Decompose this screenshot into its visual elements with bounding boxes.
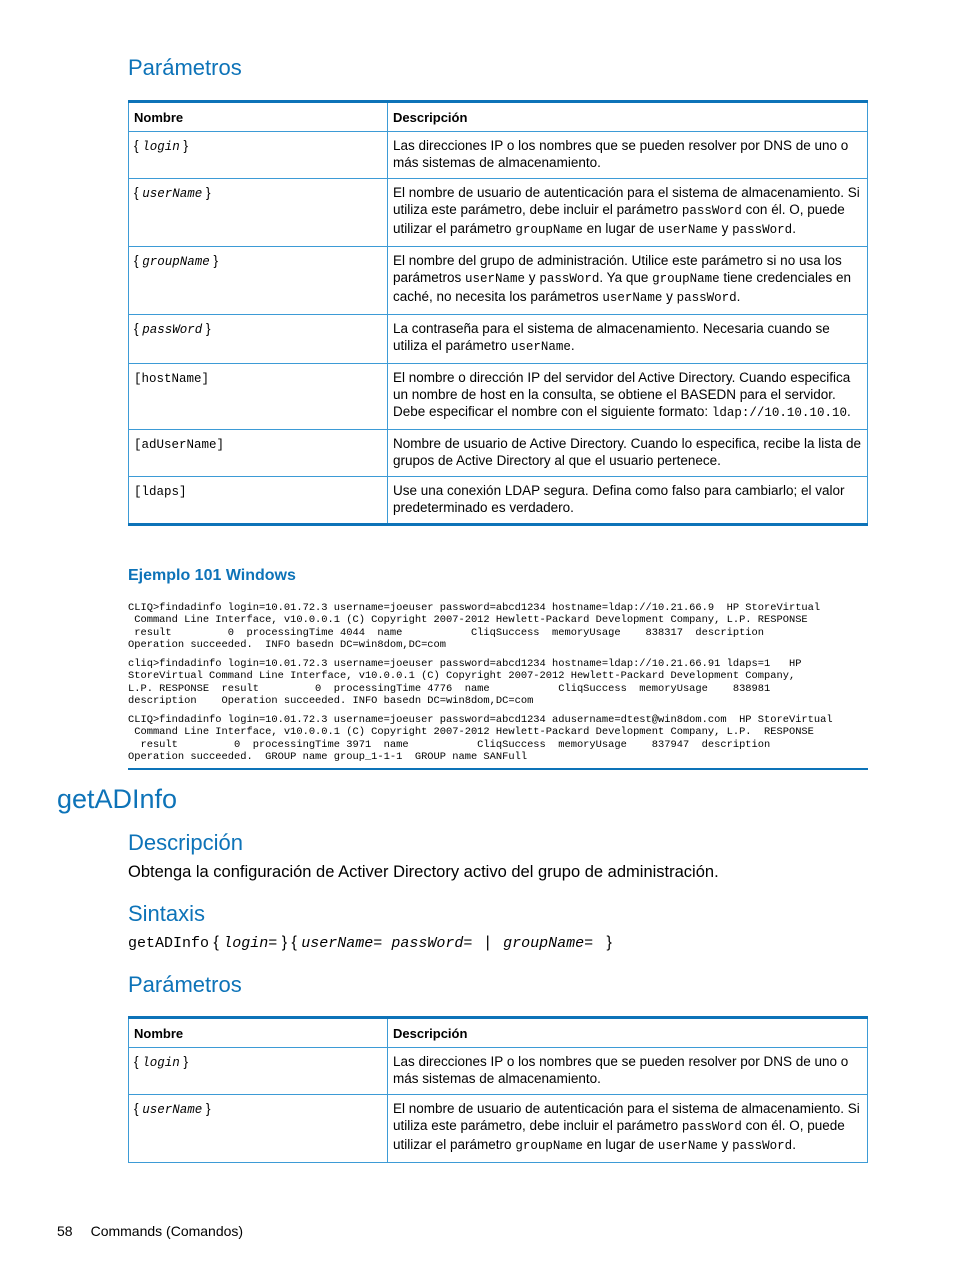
code-example-3: CLIQ>findadinfo login=10.01.72.3 username=joeuser password=abcd1234 adusername=dtest@win8dom.com HP StoreVirtual Command Line Interface, v10.0.0.1 (C) Copyright 2007-2012 Hewlett-Packard Development Company, L.P. RESPONSE result 0 processingTime 3971 name CliqSuccess memoryUsage 837947 description Operation succeeded. GROUP name group_1-1-1 GROUP name SANFull [128,714,833,763]
table-row [129,247,868,315]
table-row [129,132,868,179]
descripcion-heading: Descripción [128,830,243,855]
table-row [129,364,868,430]
param-name-cell: { groupName } [129,247,388,315]
param-name-cell: [hostName] [129,364,388,430]
param-name-cell: [adUserName] [129,430,388,477]
param-description-cell: El nombre o dirección IP del servidor del Active Directory. Cuando especifica un nombre de host en la consulta, se obtiene el BASEDN para el servidor. Debe especificar el nombre con el siguiente formato: ldap://10.10.10.10. [388,364,868,430]
table-row [129,1095,868,1163]
column-header-name: Nombre [129,1018,388,1048]
code-example-1: CLIQ>findadinfo login=10.01.72.3 username=joeuser password=abcd1234 hostname=ldap://10.21.66.9 HP StoreVirtual Command Line Interface, v10.0.0.1 (C) Copyright 2007-2012 Hewlett-Packard Development Company, L.P. RESPONSE result 0 processingTime 4044 name CliqSuccess memoryUsage 838317 description Operation succeeded. INFO basedn DC=win8dom,DC=com [128,602,821,651]
table-row [129,477,868,525]
page-footer [57,1223,261,1239]
parametros-heading: Parámetros [128,55,242,80]
parameters-table [128,100,868,526]
description-text: Obtenga la configuración de Activer Directory activo del grupo de administración. [128,863,719,881]
command-title: getADInfo [57,784,178,814]
param-name-cell: [ldaps] [129,477,388,525]
parameters-table-2 [128,1016,868,1163]
param-description-cell: Las direcciones IP o los nombres que se pueden resolver por DNS de uno o más sistemas de almacenamiento. [388,1048,868,1095]
param-name-cell: { userName } [129,179,388,247]
table-header-row [129,102,868,132]
param-description-cell: La contraseña para el sistema de almacenamiento. Necesaria cuando se utiliza el parámetro userName. [388,315,868,364]
param-description-cell: El nombre de usuario de autenticación para el sistema de almacenamiento. Si utiliza este parámetro, debe incluir el parámetro passWord con él. O, puede utilizar el parámetro groupName en lugar de userName y passWord. [388,1095,868,1163]
table-row [129,1048,868,1095]
sintaxis-heading: Sintaxis [128,901,206,926]
page-number: 58 [57,1223,73,1239]
column-header-name: Nombre [129,102,388,132]
column-header-description: Descripción [388,102,868,132]
table-header-row [129,1018,868,1048]
syntax-line: getADInfo { login= } { userName= passWord= | groupName= } [128,934,612,952]
param-description-cell: El nombre del grupo de administración. Utilice este parámetro si no usa los parámetros userName y passWord. Ya que groupName tiene credenciales en caché, no necesita los parámetros userName y passWord. [388,247,868,315]
table-row [129,315,868,364]
param-name-cell: { userName } [129,1095,388,1163]
param-description-cell: Las direcciones IP o los nombres que se pueden resolver por DNS de uno o más sistemas de almacenamiento. [388,132,868,179]
param-name-cell: { login } [129,132,388,179]
code-example-2: cliq>findadinfo login=10.01.72.3 username=joeuser password=abcd1234 hostname=ldap://10.21.66.91 ldaps=1 HP StoreVirtual Command Line Interface, v10.0.0.1 (C) Copyright 2007-2012 Hewlett-Packard Development Company, L.P. RESPONSE result 0 processingTime 4776 name CliqSuccess memoryUsage 838981 description Operation succeeded. INFO basedn DC=win8dom,DC=com [128,658,802,707]
column-header-description: Descripción [388,1018,868,1048]
param-description-cell: El nombre de usuario de autenticación para el sistema de almacenamiento. Si utiliza este parámetro, debe incluir el parámetro passWord con él. O, puede utilizar el parámetro groupName en lugar de userName y passWord. [388,179,868,247]
table-row [129,430,868,477]
example-title: Ejemplo 101 Windows [128,567,296,584]
example-divider [128,768,868,770]
param-description-cell: Nombre de usuario de Active Directory. Cuando lo especifica, recibe la lista de grupos de Active Directory al que el usuario pertenece. [388,430,868,477]
param-description-cell: Use una conexión LDAP segura. Defina como falso para cambiarlo; el valor predeterminado es verdadero. [388,477,868,525]
parametros-heading-2: Parámetros [128,972,242,997]
param-name-cell: { login } [129,1048,388,1095]
table-row [129,179,868,247]
footer-section: Commands (Comandos) [90,1223,244,1239]
param-name-cell: { passWord } [129,315,388,364]
